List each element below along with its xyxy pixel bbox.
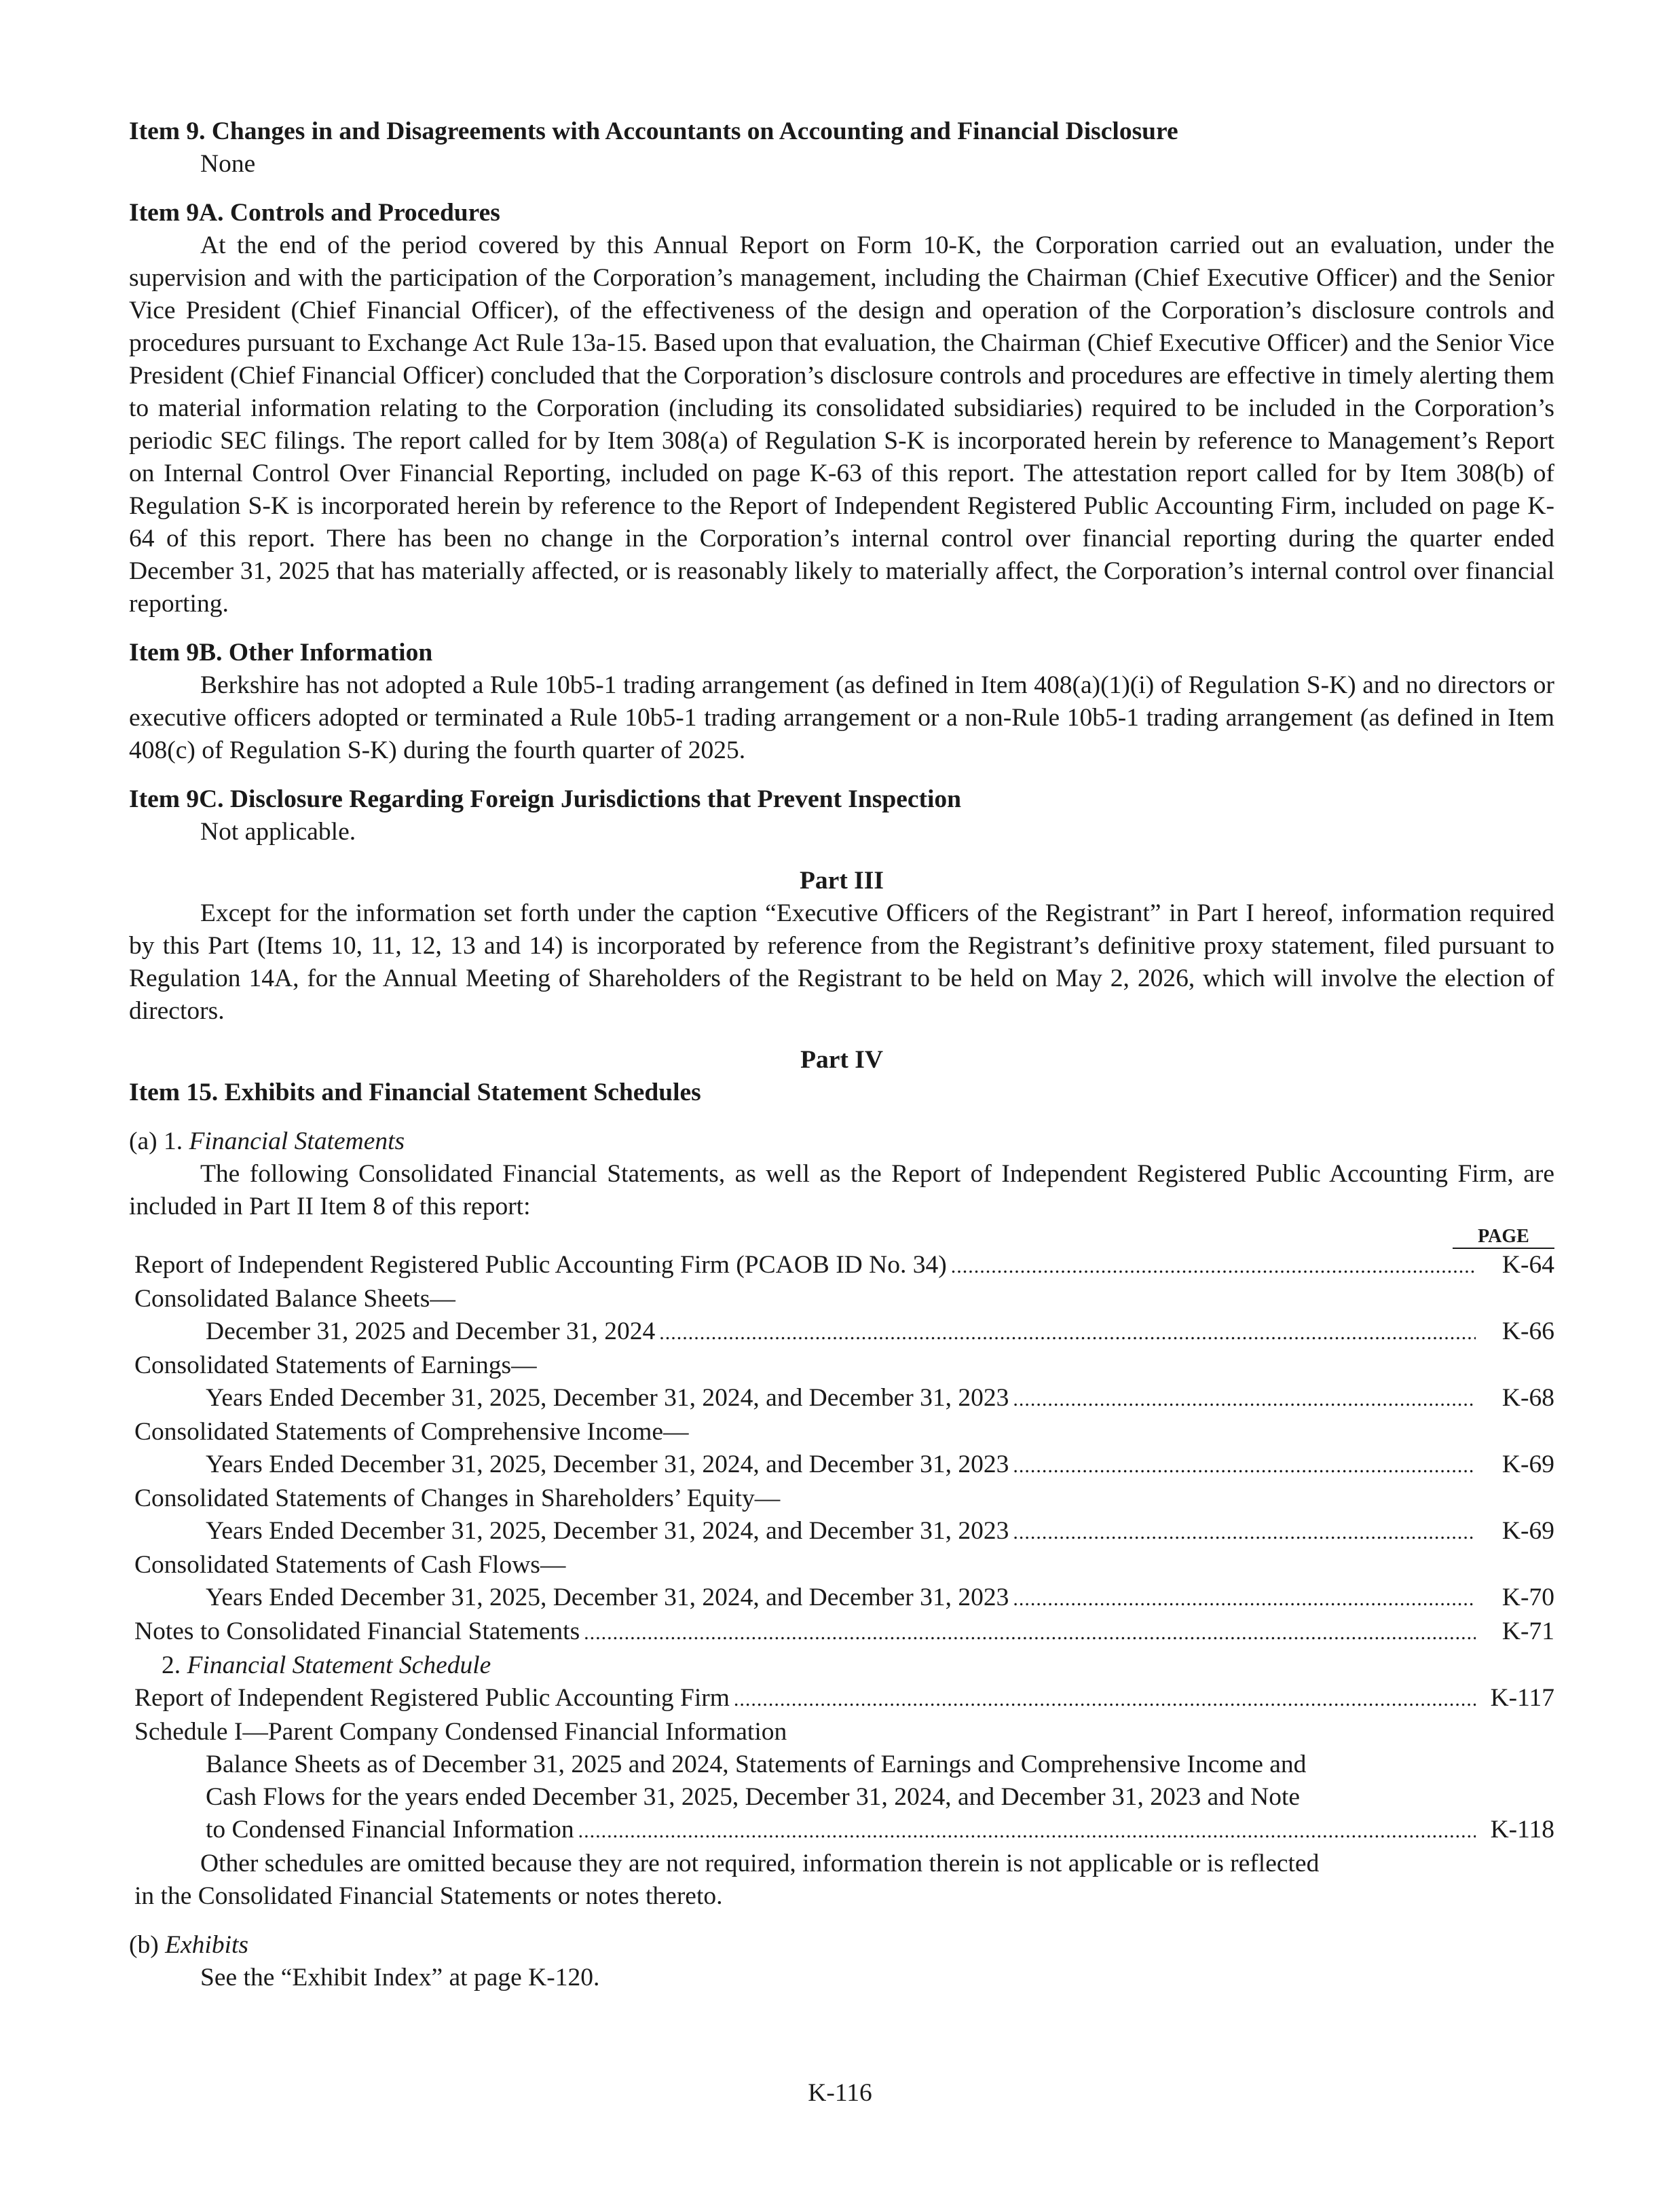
schedule-label-text: Financial Statement Schedule [187,1651,491,1679]
index-group-heading: Consolidated Balance Sheets— [134,1285,455,1313]
item-9 [129,115,1554,181]
index-group-heading: Consolidated Statements of Changes in Shareholders’ Equity— [134,1484,781,1512]
index-row-page: K-69 [1501,1451,1554,1478]
financial-statements-label [129,1125,1554,1158]
exhibits-label [129,1929,1554,1962]
financial-statements-intro: The following Consolidated Financial Statements, as well as the Report of Independent Registered Public Accounting Firm, are included in Part II Item 8 of this report: [129,1160,1554,1220]
index-row-title: Report of Independent Registered Public Accounting Firm [134,1684,730,1712]
item-9b-body: Berkshire has not adopted a Rule 10b5-1 trading arrangement (as defined in Item 408(a)(1)(i) of Regulation S-K) and no directors or executive officers adopted or terminated a Rule 10b5-1 trading arrangement or a non-Rule 10b5-1 trading arrangement (as defined in Item 408(c) of Regulation S-K) during the fourth quarter of 2025. [129,671,1554,764]
exhibits-body: See the “Exhibit Index” at page K-120. [200,1964,600,1991]
index-row-page: K-117 [1490,1684,1554,1712]
index-row [134,1249,1554,1283]
index-row-title: Years Ended December 31, 2025, December 31, 2024, and December 31, 2023 [206,1384,1009,1412]
item-9c-heading: Item 9C. Disclosure Regarding Foreign Jurisdictions that Prevent Inspection [129,785,962,813]
index-row [134,1582,1554,1615]
index-row-title: Years Ended December 31, 2025, December 31, 2024, and December 31, 2023 [206,1584,1009,1611]
exhibits-label-text: Exhibits [165,1931,249,1959]
part-iv-heading: Part IV [800,1046,883,1074]
index-row-title: Notes to Consolidated Financial Statements [134,1617,580,1645]
schedule-label [134,1649,1554,1682]
page-column-header [129,1224,1554,1249]
item-9-heading: Item 9. Changes in and Disagreements with Accountants on Accounting and Financial Disclosure [129,117,1178,145]
dot-leader [951,1250,1476,1283]
dot-leader [734,1683,1476,1716]
other-schedules-line: Other schedules are omitted because they are not required, information therein is not applicable or is reflected [200,1850,1320,1877]
fs-label: Financial Statements [189,1127,405,1155]
statements-index [129,1224,1554,1913]
item-9a [129,197,1554,620]
dot-leader [584,1617,1476,1649]
dot-leader [1013,1450,1476,1482]
index-row-title: Years Ended December 31, 2025, December 31, 2024, and December 31, 2023 [206,1451,1009,1478]
index-group-heading: Consolidated Statements of Earnings— [134,1351,537,1379]
index-row-title: Years Ended December 31, 2025, December 31, 2024, and December 31, 2023 [206,1517,1009,1545]
dot-leader [659,1317,1476,1349]
index-row [134,1448,1554,1482]
part-iii [129,865,1554,1028]
index-continuation-line: Balance Sheets as of December 31, 2025 and 2024, Statements of Earnings and Comprehensive Income and [206,1751,1307,1778]
schedule-prefix: 2. [162,1651,187,1679]
item-9a-body: At the end of the period covered by this Annual Report on Form 10-K, the Corporation carried out an evaluation, under the supervision and with the participation of the Corporation’s management, including the Chairman (Chief Executive Officer) and the Senior Vice President (Chief Financial Officer), of the effectiveness of the design and operation of the Corporation’s disclosure controls and procedures pursuant to Exchange Act Rule 13a-15. Based upon that evaluation, the Chairman (Chief Executive Officer) and the Senior Vice President (Chief Financial Officer) concluded that the Corporation’s disclosure controls and procedures are effective in timely alerting them to material information relating to the Corporation (including its consolidated subsidiaries) required to be included in the Corporation’s periodic SEC filings. The report called for by Item 308(a) of Regulation S-K is incorporated herein by reference to Management’s Report on Internal Control Over Financial Reporting, included on page K-63 of this report. The attestation report called for by Item 308(b) of Regulation S-K is incorporated herein by reference to the Report of Independent Registered Public Accounting Firm, included on page K-64 of this report. There has been no change in the Corporation’s internal control over financial reporting during the quarter ended December 31, 2025 that has materially affected, or is reasonably likely to materially affect, the Corporation’s internal control over financial reporting. [129,231,1554,618]
index-row [134,1315,1554,1349]
index-row [134,1382,1554,1416]
index-row-page: K-64 [1501,1251,1554,1279]
index-row [134,1615,1554,1649]
item-15-heading: Item 15. Exhibits and Financial Statement Schedules [129,1079,701,1106]
index-group-heading: Consolidated Statements of Comprehensive Income— [134,1418,689,1446]
index-row-page: K-66 [1501,1317,1554,1345]
item-9a-heading: Item 9A. Controls and Procedures [129,199,500,227]
item-9-body: None [200,150,256,178]
index-row [134,1814,1554,1848]
index-group-heading: Schedule I—Parent Company Condensed Financial Information [134,1718,787,1746]
dot-leader [578,1815,1476,1848]
item-9c [129,783,1554,848]
other-schedules-line: in the Consolidated Financial Statements or notes thereto. [134,1882,723,1910]
index-row [134,1682,1554,1716]
item-9b [129,637,1554,767]
dot-leader [1013,1383,1476,1416]
fs-prefix: (a) 1. [129,1127,189,1155]
index-row-page: K-71 [1501,1617,1554,1645]
part-iii-heading: Part III [800,867,884,895]
part-iii-body: Except for the information set forth under the caption “Executive Officers of the Registrant” in Part I hereof, information required by this Part (Items 10, 11, 12, 13 and 14) is incorporated by reference from the Registrant’s definitive proxy statement, filed pursuant to Regulation 14A, for the Annual Meeting of Shareholders of the Registrant to be held on May 2, 2026, which will involve the election of directors. [129,899,1554,1025]
index-row-page: K-69 [1501,1517,1554,1545]
index-row-title: Report of Independent Registered Public Accounting Firm (PCAOB ID No. 34) [134,1251,947,1279]
item-9c-body: Not applicable. [200,818,356,846]
index-row-title: to Condensed Financial Information [206,1816,574,1844]
item-9b-heading: Item 9B. Other Information [129,639,433,667]
index-group-heading: Consolidated Statements of Cash Flows— [134,1551,566,1579]
part-iv [129,1044,1554,1994]
dot-leader [1013,1583,1476,1615]
index-row-page: K-118 [1490,1816,1554,1844]
dot-leader [1013,1516,1476,1549]
index-continuation-line: Cash Flows for the years ended December 31, 2025, December 31, 2024, and December 31, 2023 and Note [206,1783,1301,1811]
page-number: K-116 [808,2079,872,2107]
page-column-header-text: PAGE [1453,1226,1554,1249]
index-row-title: December 31, 2025 and December 31, 2024 [206,1317,656,1345]
exhibits-prefix: (b) [129,1931,166,1959]
index-row-page: K-68 [1501,1384,1554,1412]
index-row [134,1515,1554,1549]
index-row-page: K-70 [1501,1584,1554,1611]
